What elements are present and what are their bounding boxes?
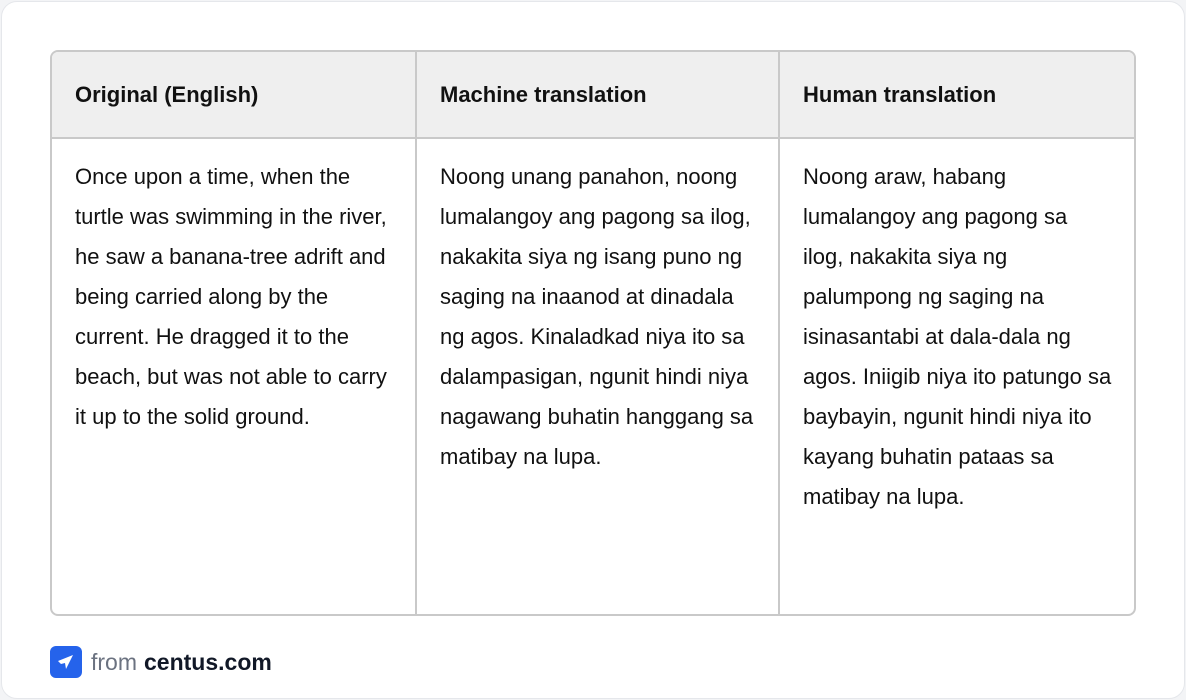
header-human: Human translation	[780, 52, 1134, 139]
header-original: Original (English)	[52, 52, 415, 139]
centus-logo-icon	[50, 646, 82, 678]
column-human	[778, 52, 1134, 614]
column-machine	[415, 52, 778, 614]
header-machine: Machine translation	[417, 52, 778, 139]
cell-original: Once upon a time, when the turtle was swimming in the river, he saw a banana-tree adrift and being carried along by the current. He dragged it to the beach, but was not able to carry it up to the solid ground.	[75, 164, 387, 429]
cell-machine: Noong unang panahon, noong lumalangoy ang pagong sa ilog, nakakita siya ng isang puno ng saging na inaanod at dinadala ng agos. Kinaladkad niya ito sa dalampasigan, ngunit hindi niya nagawang buhatin hanggang sa matibay na lupa.	[440, 164, 754, 469]
cell-human: Noong araw, habang lumalangoy ang pagong sa ilog, nakakita siya ng palumpong ng saging na isinasantabi at dala-dala ng agos. Iniigib niya ito patungo sa baybayin, ngunit hindi niya ito kayang buhatin pataas sa matibay na lupa.	[803, 164, 1112, 509]
from-label: from	[91, 648, 137, 675]
card	[1, 1, 1185, 699]
brand-link[interactable]: centus.com	[144, 648, 272, 675]
column-original	[52, 52, 415, 614]
footer-attribution	[50, 646, 272, 678]
translation-table	[50, 50, 1136, 616]
